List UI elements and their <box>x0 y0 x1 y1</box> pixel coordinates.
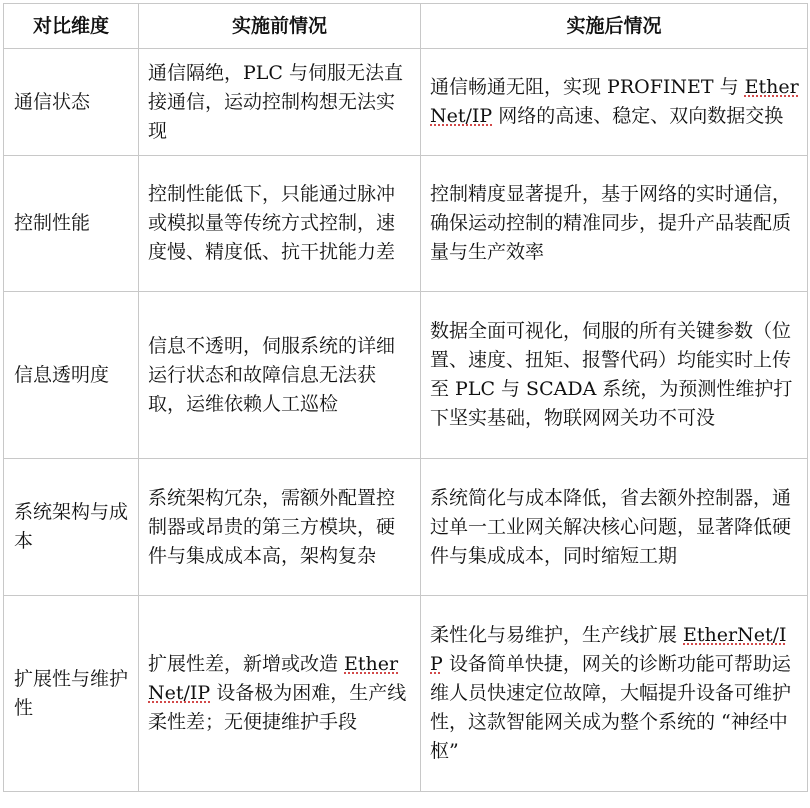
spellcheck-underline: EtherNet/IP <box>148 653 399 704</box>
header-dimension: 对比维度 <box>4 4 139 49</box>
cell-before: 系统架构冗杂，需额外配置控制器或昂贵的第三方模块，硬件与集成成本高，架构复杂 <box>139 459 421 596</box>
table-row <box>4 49 808 156</box>
cell-after: 系统简化与成本降低，省去额外控制器，通过单一工业网关解决核心问题，显著降低硬件与集成成本，同时缩短工期 <box>421 459 808 596</box>
cell-before: 信息不透明，伺服系统的详细运行状态和故障信息无法获取，运维依赖人工巡检 <box>139 292 421 459</box>
cell-before: 通信隔绝，PLC 与伺服无法直接通信，运动控制构想无法实现 <box>139 49 421 156</box>
cell-dimension: 控制性能 <box>4 156 139 292</box>
table-row <box>4 459 808 596</box>
cell-before: 扩展性差，新增或改造 EtherNet/IP 设备极为困难，生产线柔性差；无便捷维护手段 <box>139 596 421 792</box>
header-row <box>4 4 808 49</box>
header-after: 实施后情况 <box>421 4 808 49</box>
cell-after: 控制精度显著提升，基于网络的实时通信，确保运动控制的精准同步，提升产品装配质量与生产效率 <box>421 156 808 292</box>
cell-dimension: 通信状态 <box>4 49 139 156</box>
table-row <box>4 292 808 459</box>
cell-after: 柔性化与易维护，生产线扩展 EtherNet/IP 设备简单快捷，网关的诊断功能可帮助运维人员快速定位故障，大幅提升设备可维护性，这款智能网关成为整个系统的 “神经中枢” <box>421 596 808 792</box>
cell-after: 通信畅通无阻，实现 PROFINET 与 EtherNet/IP 网络的高速、稳定、双向数据交换 <box>421 49 808 156</box>
table-row <box>4 596 808 792</box>
cell-after: 数据全面可视化，伺服的所有关键参数（位置、速度、扭矩、报警代码）均能实时上传至 PLC 与 SCADA 系统，为预测性维护打下坚实基础，物联网网关功不可没 <box>421 292 808 459</box>
cell-dimension: 扩展性与维护性 <box>4 596 139 792</box>
cell-dimension: 系统架构与成本 <box>4 459 139 596</box>
cell-dimension: 信息透明度 <box>4 292 139 459</box>
header-before: 实施前情况 <box>139 4 421 49</box>
spellcheck-underline: EtherNet/IP <box>430 76 799 127</box>
comparison-table <box>3 3 808 792</box>
cell-before: 控制性能低下，只能通过脉冲或模拟量等传统方式控制，速度慢、精度低、抗干扰能力差 <box>139 156 421 292</box>
table-row <box>4 156 808 292</box>
spellcheck-underline: EtherNet/IP <box>430 624 787 675</box>
